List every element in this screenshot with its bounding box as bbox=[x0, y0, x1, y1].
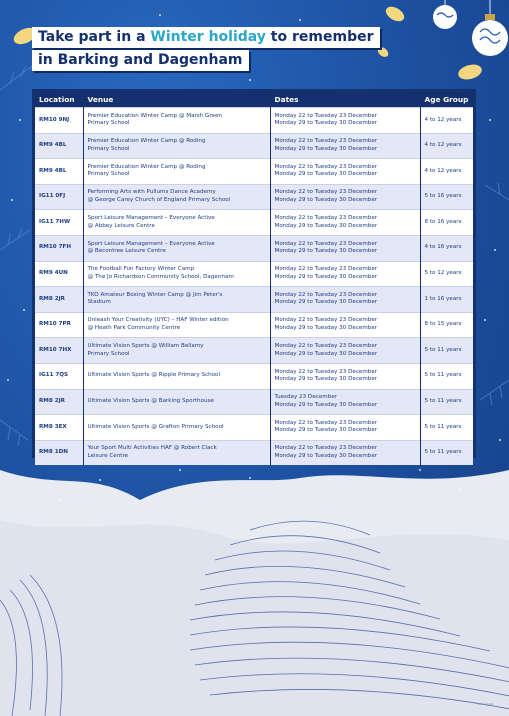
venue-cell: Ultimate Vision Sports @ Grafton Primary School bbox=[83, 415, 270, 441]
table-header-row bbox=[35, 92, 473, 108]
table-row bbox=[35, 184, 473, 210]
age-group-cell: 4 to 12 years bbox=[420, 133, 473, 159]
pine-branch-right bbox=[480, 183, 509, 405]
table-row bbox=[35, 261, 473, 287]
location-cell: IG11 0FJ bbox=[35, 184, 83, 210]
age-group-cell: 5 to 11 years bbox=[420, 440, 473, 465]
location-cell: RM10 7HX bbox=[35, 338, 83, 364]
title-line-2: in Barking and Dagenham bbox=[32, 50, 249, 71]
venue-cell: TKO Amateur Boxing Winter Camp @ Jim Peter's Stadium bbox=[83, 287, 270, 313]
venue-cell: The Football Fun Factory Winter Camp @ The Jo Richardson Community School, Dagenham bbox=[83, 261, 270, 287]
title-part2: to remember bbox=[265, 29, 374, 45]
age-group-cell: 5 to 11 years bbox=[420, 415, 473, 441]
header-age-group: Age Group bbox=[420, 92, 473, 108]
dates-cell: Monday 22 to Tuesday 23 December Monday 29 to Tuesday 30 December bbox=[270, 440, 420, 465]
location-cell: RM10 7FH bbox=[35, 235, 83, 261]
dates-cell: Monday 22 to Tuesday 23 December Monday 29 to Tuesday 30 December bbox=[270, 363, 420, 389]
dates-cell: Monday 22 to Tuesday 23 December Monday 29 to Tuesday 30 December bbox=[270, 133, 420, 159]
venue-cell: Ultimate Vision Sports @ Ripple Primary School bbox=[83, 363, 270, 389]
dates-cell: Monday 22 to Tuesday 23 December Monday 29 to Tuesday 30 December bbox=[270, 338, 420, 364]
venue-cell: Premier Education Winter Camp @ Marsh Green Primary School bbox=[83, 108, 270, 134]
age-group-cell: 8 to 16 years bbox=[420, 210, 473, 236]
title-line-1 bbox=[32, 27, 380, 48]
location-cell: RM10 9NJ bbox=[35, 108, 83, 134]
dates-cell: Monday 22 to Tuesday 23 December Monday 29 to Tuesday 30 December bbox=[270, 312, 420, 338]
table-row bbox=[35, 108, 473, 134]
table-row bbox=[35, 312, 473, 338]
age-group-cell: 8 to 15 years bbox=[420, 312, 473, 338]
age-group-cell: 4 to 12 years bbox=[420, 159, 473, 185]
location-cell: RM9 4UN bbox=[35, 261, 83, 287]
age-group-cell: 5 to 11 years bbox=[420, 338, 473, 364]
venue-cell: Sport Leisure Management – Everyone Active @ Becontree Leisure Centre bbox=[83, 235, 270, 261]
age-group-cell: 1 to 16 years bbox=[420, 287, 473, 313]
age-group-cell: 5 to 16 years bbox=[420, 184, 473, 210]
table-row bbox=[35, 133, 473, 159]
location-cell: RM9 4BL bbox=[35, 133, 83, 159]
venue-cell: Premier Education Winter Camp @ Roding Primary School bbox=[83, 159, 270, 185]
age-group-cell: 5 to 11 years bbox=[420, 363, 473, 389]
table-row bbox=[35, 235, 473, 261]
table-row bbox=[35, 287, 473, 313]
dates-cell: Monday 22 to Tuesday 23 December Monday 29 to Tuesday 30 December bbox=[270, 108, 420, 134]
venue-cell: Sport Leisure Management – Everyone Active @ Abbey Leisure Centre bbox=[83, 210, 270, 236]
table-row bbox=[35, 363, 473, 389]
table-body bbox=[35, 108, 473, 466]
header-location: Location bbox=[35, 92, 83, 108]
venue-cell: Performing Arts with Pullums Dance Academy @ George Carey Church of England Primary School bbox=[83, 184, 270, 210]
dates-cell: Tuesday 23 December Monday 29 to Tuesday 30 December bbox=[270, 389, 420, 415]
location-cell: RM8 2JR bbox=[35, 389, 83, 415]
venue-cell: Your Sport Multi Activities HAF @ Robert Clack Leisure Centre bbox=[83, 440, 270, 465]
location-cell: RM8 3EX bbox=[35, 415, 83, 441]
dates-cell: Monday 22 to Tuesday 23 December Monday 29 to Tuesday 30 December bbox=[270, 287, 420, 313]
location-cell: RM9 4BL bbox=[35, 159, 83, 185]
table-row bbox=[35, 338, 473, 364]
header-venue: Venue bbox=[83, 92, 270, 108]
snow-drift bbox=[0, 520, 509, 716]
location-cell: RM8 2JR bbox=[35, 287, 83, 313]
location-cell: RM10 7PR bbox=[35, 312, 83, 338]
dates-cell: Monday 22 to Tuesday 23 December Monday 29 to Tuesday 30 December bbox=[270, 210, 420, 236]
table-row bbox=[35, 159, 473, 185]
location-cell: IG11 7QS bbox=[35, 363, 83, 389]
header-dates: Dates bbox=[270, 92, 420, 108]
venue-cell: Ultimate Vision Sports @ William Bellamy Primary School bbox=[83, 338, 270, 364]
venue-cell: Unleash Your Creativity (UYC) – HAF Winter edition @ Heath Park Community Centre bbox=[83, 312, 270, 338]
dates-cell: Monday 22 to Tuesday 23 December Monday 29 to Tuesday 30 December bbox=[270, 184, 420, 210]
table-row bbox=[35, 389, 473, 415]
location-cell: IG11 7HW bbox=[35, 210, 83, 236]
venue-table-panel bbox=[32, 89, 476, 458]
dates-cell: Monday 22 to Tuesday 23 December Monday 29 to Tuesday 30 December bbox=[270, 235, 420, 261]
title-part1: Take part in a bbox=[38, 29, 151, 45]
age-group-cell: 4 to 16 years bbox=[420, 235, 473, 261]
dates-cell: Monday 22 to Tuesday 23 December Monday 29 to Tuesday 30 December bbox=[270, 159, 420, 185]
table-row bbox=[35, 440, 473, 465]
location-cell: RM8 1DN bbox=[35, 440, 83, 465]
venue-table bbox=[35, 92, 473, 465]
dates-cell: Monday 22 to Tuesday 23 December Monday 29 to Tuesday 30 December bbox=[270, 415, 420, 441]
age-group-cell: 5 to 12 years bbox=[420, 261, 473, 287]
table-row bbox=[35, 210, 473, 236]
venue-cell: Premier Education Winter Camp @ Roding Primary School bbox=[83, 133, 270, 159]
poster-title bbox=[32, 26, 380, 71]
table-row bbox=[35, 415, 473, 441]
dates-cell: Monday 22 to Tuesday 23 December Monday 29 to Tuesday 30 December bbox=[270, 261, 420, 287]
credit: WINGMAN bbox=[477, 702, 493, 706]
title-accent: Winter holiday bbox=[150, 29, 266, 45]
age-group-cell: 5 to 11 years bbox=[420, 389, 473, 415]
age-group-cell: 4 to 12 years bbox=[420, 108, 473, 134]
venue-cell: Ultimate Vision Sports @ Barking Sporthouse bbox=[83, 389, 270, 415]
